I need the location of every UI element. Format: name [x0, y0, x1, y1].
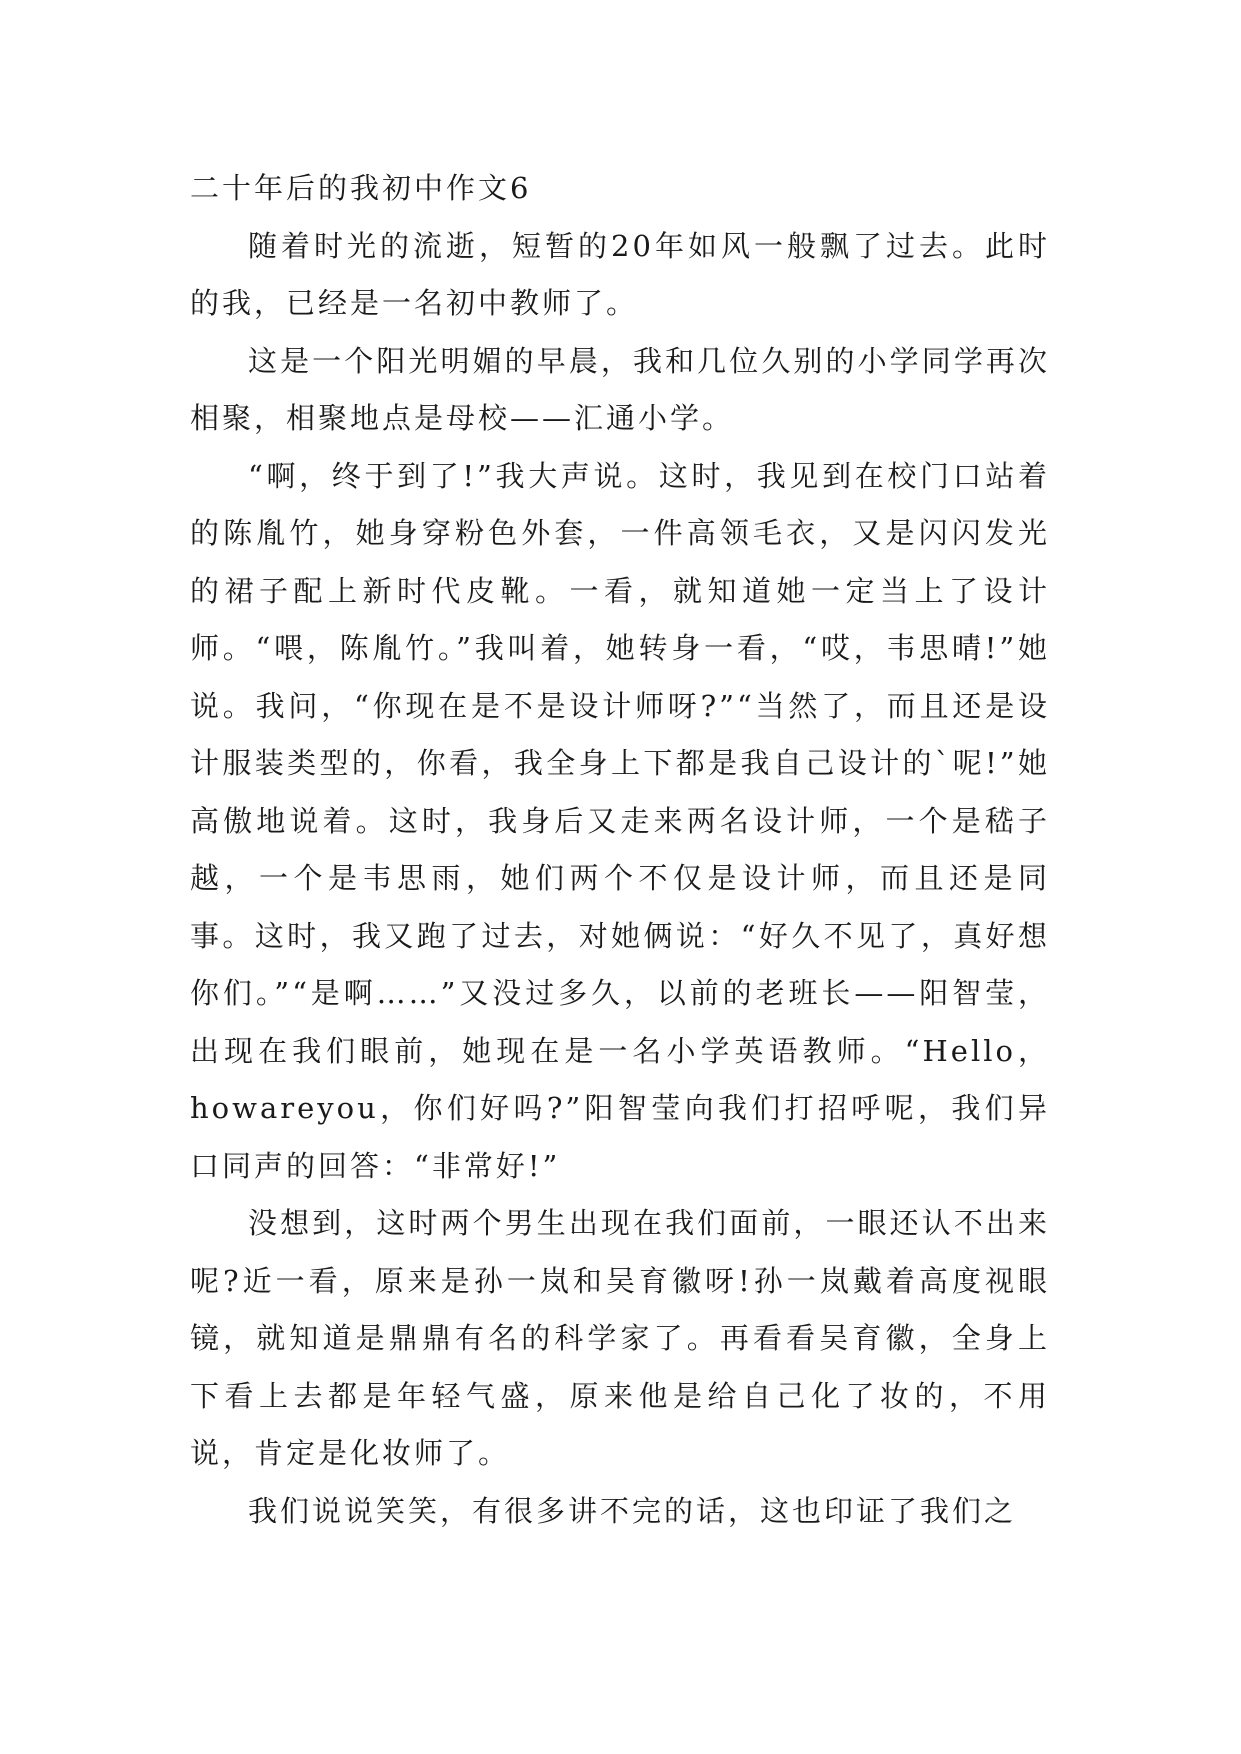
- paragraph-4: 没想到，这时两个男生出现在我们面前，一眼还认不出来呢?近一看，原来是孙一岚和吴育徽呀!孙一岚戴着高度视眼镜，就知道是鼎鼎有名的科学家了。再看看吴育徽，全身上下看上去都是年轻气盛，原来他是给自己化了妆的，不用说，肯定是化妆师了。: [190, 1206, 1050, 1470]
- document-body: [190, 160, 1050, 1540]
- paragraph-2: 这是一个阳光明媚的早晨，我和几位久别的小学同学再次相聚，相聚地点是母校——汇通小学。: [190, 343, 1050, 435]
- paragraph-1: 随着时光的流逝，短暂的20年如风一般飘了过去。此时的我，已经是一名初中教师了。: [190, 228, 1050, 320]
- document-title: 二十年后的我初中作文6: [190, 171, 532, 205]
- paragraph-5: 我们说说笑笑，有很多讲不完的话，这也印证了我们之: [248, 1493, 1017, 1528]
- paragraph-3: “啊，终于到了!”我大声说。这时，我见到在校门口站着的陈胤竹，她身穿粉色外套，一件高领毛衣，又是闪闪发光的裙子配上新时代皮靴。一看，就知道她一定当上了设计师。“喂，陈胤竹。”我叫着，她转身一看，“哎，韦思晴!”她说。我问，“你现在是不是设计师呀?”“当然了，而且还是设计服装类型的，你看，我全身上下都是我自己设计的`呢!”她高傲地说着。这时，我身后又走来两名设计师，一个是嵇子越，一个是韦思雨，她们两个不仅是设计师，而且还是同事。这时，我又跑了过去，对她俩说：“好久不见了，真好想你们。”“是啊……”又没过多久，以前的老班长——阳智莹，出现在我们眼前，她现在是一名小学英语教师。“Hello，howareyou，你们好吗?”阳智莹向我们打招呼呢，我们异口同声的回答：“非常好!”: [190, 458, 1050, 1183]
